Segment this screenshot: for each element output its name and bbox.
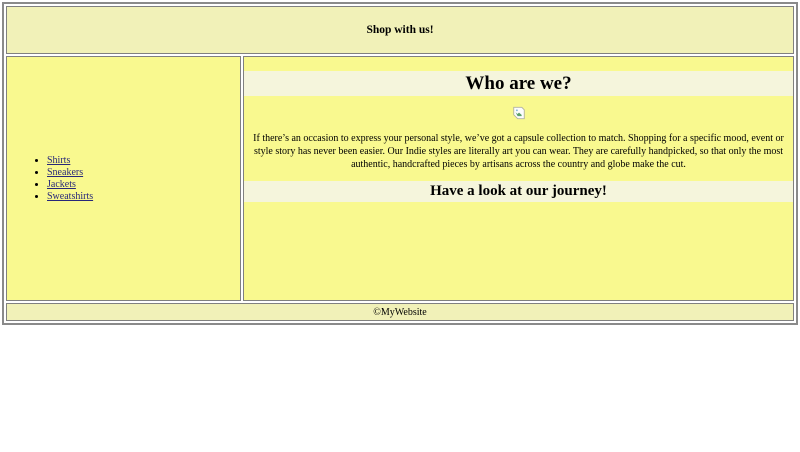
page-frame — [2, 2, 798, 325]
footer-text: ©MyWebsite — [373, 306, 427, 318]
sidebar-item-shirts[interactable]: Shirts — [47, 154, 71, 166]
site-header — [6, 6, 794, 54]
journey-heading: Have a look at our journey! — [244, 181, 793, 202]
list-item — [47, 167, 93, 178]
intro-paragraph: If there’s an occasion to express your personal style, we’ve got a capsule collection to match. Shopping for a specific mood, event or style story has never been easier. Our Indie styles are literally art you can wear. They are carefully handpicked, so that only the most authentic, handcrafted pieces by artisans across the country and globe make the cut. — [253, 133, 784, 170]
site-footer — [6, 303, 794, 321]
sidebar-item-jackets[interactable]: Jackets — [47, 178, 76, 190]
sidebar-item-sweatshirts[interactable]: Sweatshirts — [47, 190, 94, 202]
broken-image-icon — [512, 106, 526, 120]
main-content — [243, 56, 794, 301]
content-row — [6, 56, 794, 301]
page-title: Who are we? — [244, 71, 793, 96]
sidebar-item-sneakers[interactable]: Sneakers — [47, 166, 84, 178]
list-item — [47, 191, 93, 202]
sidebar-nav — [6, 56, 241, 301]
nav-list — [7, 155, 93, 203]
list-item — [47, 179, 93, 190]
header-title: Shop with us! — [366, 24, 434, 36]
list-item — [47, 155, 93, 166]
